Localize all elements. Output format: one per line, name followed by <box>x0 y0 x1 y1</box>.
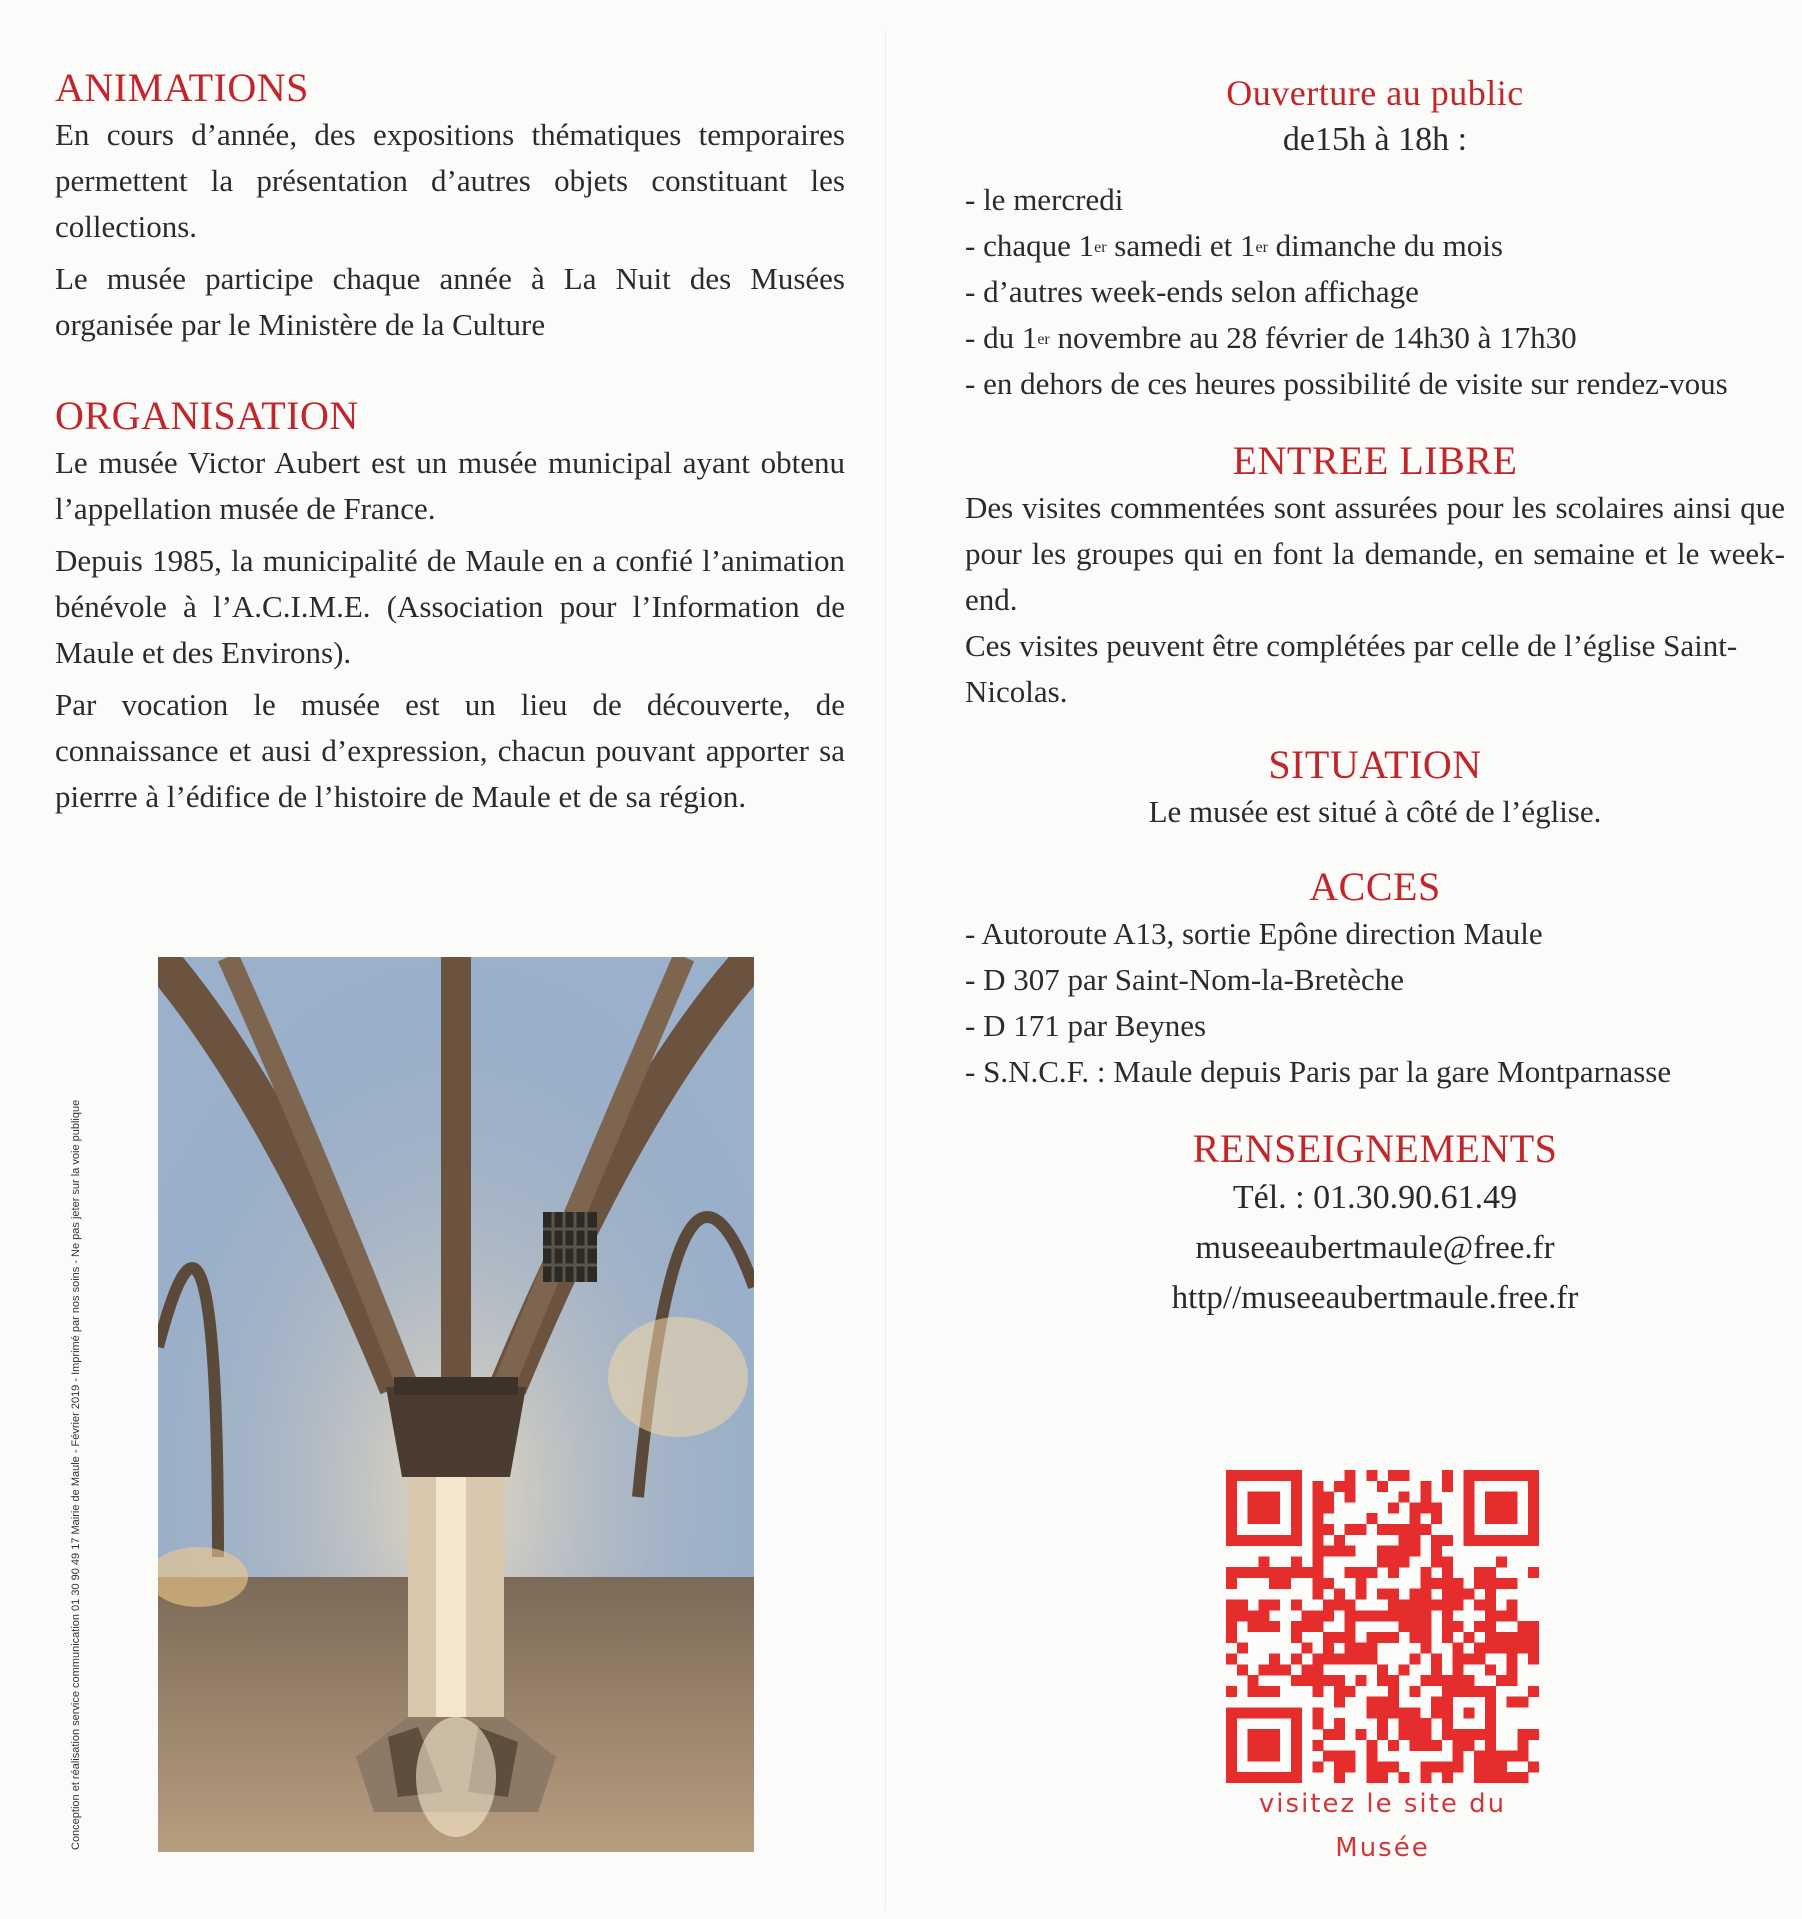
qr-caption-line-2: Musée <box>1335 1833 1430 1863</box>
list-item: - chaque 1er samedi et 1er dimanche du mois <box>965 228 1503 264</box>
entree-heading: ENTREE LIBRE <box>1232 438 1518 484</box>
entree-paragraph-2: Ces visites peuvent être complétées par celle de l’église Saint-Nicolas. <box>965 628 1738 710</box>
list-item: - d’autres week-ends selon affichage <box>965 274 1419 310</box>
crypt-illustration <box>158 957 754 1852</box>
phone-number: Tél. : 01.30.90.61.49 <box>1232 1179 1518 1217</box>
organisation-paragraph-2: Depuis 1985, la municipalité de Maule en a confié l’animation bénévole à l’A.C.I.M.E. (Association pour l’Information de Maule et des Environs). <box>55 543 845 670</box>
page-fold <box>885 30 886 1910</box>
opening-hours: de15h à 18h : <box>1282 121 1468 159</box>
situation-heading: SITUATION <box>1268 742 1482 788</box>
email-link[interactable]: museeaubertmaule@free.fr <box>1195 1230 1555 1267</box>
left-column <box>55 64 845 826</box>
opening-heading: Ouverture au public <box>1226 73 1524 113</box>
qr-caption <box>1180 1782 1585 1870</box>
credit-line: Conception et réalisation service communication 01 30 90 49 17 Mairie de Maule - Février 2019 - Imprimé par nos soins - Ne pas jeter sur la voie publique <box>70 1099 82 1850</box>
list-item: - D 307 par Saint-Nom-la-Bretèche <box>965 962 1405 998</box>
qr-code[interactable] <box>1226 1470 1539 1783</box>
qr-caption-line-1: visitez le site du <box>1258 1789 1507 1819</box>
crypt-photo <box>158 957 754 1852</box>
acces-heading: ACCES <box>1309 864 1441 910</box>
acces-list <box>965 911 1785 1095</box>
organisation-paragraph-1: Le musée Victor Aubert est un musée municipal ayant obtenu l’appellation musée de France. <box>55 445 845 526</box>
website-link[interactable]: http//museeaubertmaule.free.fr <box>1171 1280 1579 1317</box>
entree-paragraph-1: Des visites commentées sont assurées pour les scolaires ainsi que pour les groupes qui en font la demande, en semaine et le week-end. <box>965 490 1785 618</box>
organisation-heading: ORGANISATION <box>55 393 359 438</box>
list-item: - en dehors de ces heures possibilité de visite sur rendez-vous <box>965 366 1728 402</box>
right-column <box>965 72 1785 1323</box>
list-item: - le mercredi <box>965 182 1124 218</box>
opening-list <box>965 177 1785 407</box>
renseignements-heading: RENSEIGNEMENTS <box>1192 1126 1558 1172</box>
list-item: - S.N.C.F. : Maule depuis Paris par la gare Montparnasse <box>965 1054 1672 1090</box>
animations-paragraph-2: Le musée participe chaque année à La Nuit des Musées organisée par le Ministère de la Culture <box>55 261 845 342</box>
animations-paragraph-1: En cours d’année, des expositions thématiques temporaires permettent la présentation d’autres objets constituant les collections. <box>55 117 845 244</box>
list-item: - D 171 par Beynes <box>965 1008 1207 1044</box>
situation-text: Le musée est situé à côté de l’église. <box>1148 794 1602 830</box>
list-item: - Autoroute A13, sortie Epône direction Maule <box>965 916 1543 952</box>
organisation-paragraph-3: Par vocation le musée est un lieu de découverte, de connaissance et ausi d’expression, chacun pouvant apporter sa pierrre à l’édifice de l’histoire de Maule et de sa région. <box>55 687 845 814</box>
list-item: - du 1er novembre au 28 février de 14h30 à 17h30 <box>965 320 1577 356</box>
animations-heading: ANIMATIONS <box>55 65 309 110</box>
